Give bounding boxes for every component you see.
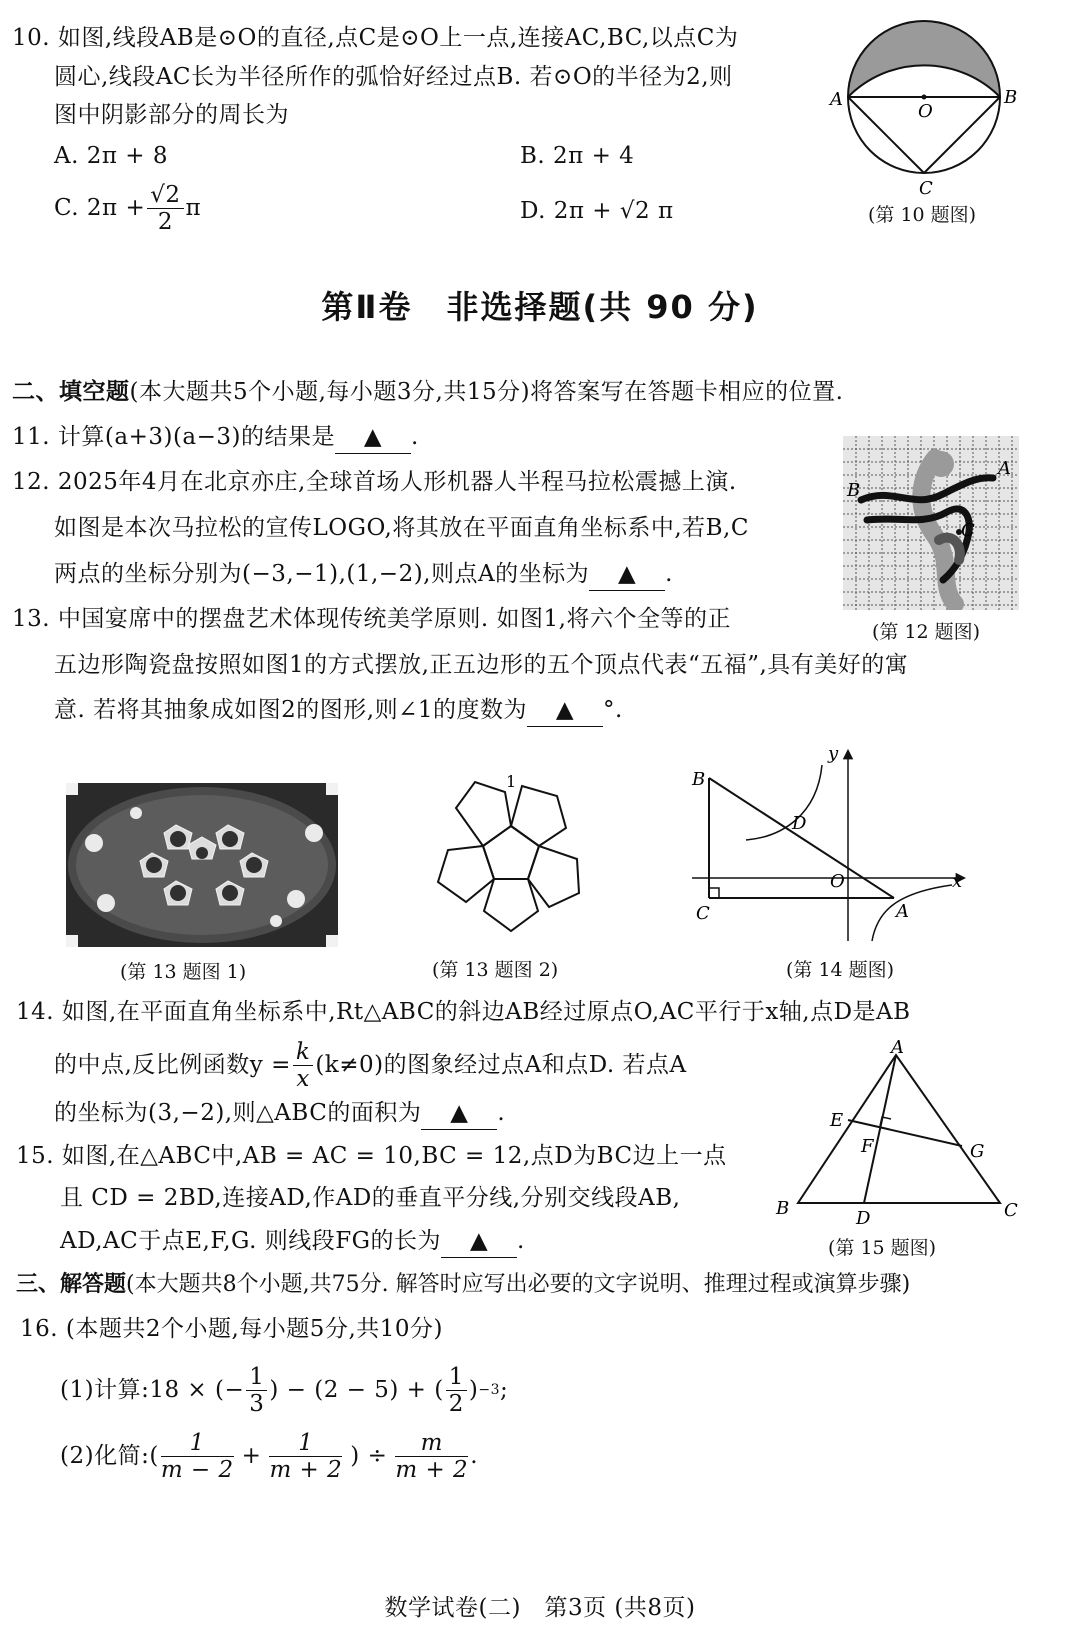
q16-part1-end: ; [499,1377,509,1403]
q14-line1: 14. 如图,在平面直角坐标系中,Rt△ABC的斜边AB经过原点O,AC平行于x轴,点D是AB [16,999,911,1025]
q16-part2-fraction-3 [395,1430,468,1483]
q10-option-b: B. 2π + 4 [520,143,635,169]
q15-prompt: AD,AC于点E,F,G. 则线段FG的长为 [60,1228,442,1254]
q16-part2-numerator-2: 1 [269,1430,342,1457]
q16-part2-end: . [470,1443,478,1469]
q13-end: °. [602,697,623,723]
q13-line2: 五边形陶瓷盘按照如图1的方式摆放,正五边形的五个顶点代表“五福”,具有美好的寓 [54,652,909,678]
q11-prompt: 11. 计算(a+3)(a−3)的结果是 [12,424,336,450]
q16-part1-denominator-1: 3 [249,1390,265,1417]
q16-part2-plus: + [241,1443,262,1469]
q15-figure [772,1040,1024,1230]
q10-line3: 图中阴影部分的周长为 [54,102,289,128]
q14-label-y: y [828,745,839,764]
q12-figure [843,436,1019,610]
fill-header [12,376,843,408]
q16-part2-numerator-1: 1 [161,1430,234,1457]
q11-end: . [411,424,419,450]
q16-part1-exponent: −3 [478,1382,500,1398]
q12-label-b: B [847,480,861,501]
q10-label-o: O [918,101,933,122]
q10-option-d: D. 2π + √2 π [520,198,674,224]
q16-part2-numerator-3: m [395,1430,468,1457]
q14-line2-suffix: (k≠0)的图象经过点A和点D. 若点A [315,1052,687,1078]
q15-label-e: E [830,1110,844,1131]
q10-figure [828,15,1028,205]
q14-label-c: C [696,903,710,924]
q13-figure-2 [418,770,604,950]
q14-fraction [293,1039,313,1092]
q15-label-b: B [776,1198,790,1219]
q14-label-o: O [830,871,845,892]
solve-header-rest: (本大题共8个小题,共75分. 解答时应写出必要的文字说明、推理过程或演算步骤) [126,1272,911,1297]
section2-title: 第Ⅱ卷 非选择题(共 90 分) [321,288,759,326]
q14-answer-blank[interactable]: ▲ [421,1097,497,1130]
q13-figure-1-photo [66,783,338,947]
q15-label-g: G [970,1141,985,1162]
q14-label-d: D [792,813,807,834]
q16-part2 [60,1423,478,1489]
q16-part1: (1)计算:18 × (− $\frac{1}{3}$ ) − (2 − 5) + ( $\frac{1}{2}$ ) −3 ; [60,1363,509,1417]
q16-part2-divide: ) ÷ [350,1443,388,1469]
q14-fraction-denominator: x [296,1065,310,1092]
q11-text [12,421,419,454]
q13-angle-1-label: 1 [506,772,517,791]
q15-triangle [798,1055,1000,1203]
q15-line2: 且 CD = 2BD,连接AD,作AD的垂直平分线,分别交线段AB, [60,1185,681,1211]
solve-header-bold: 三、解答题 [16,1272,127,1297]
q10-label-a: A [830,89,843,110]
q10-line2: 圆心,线段AC长为半径所作的弧恰好经过点B. 若⊙O的半径为2,则 [54,64,733,90]
q10-option-c-suffix: π [185,195,202,221]
q15-answer-blank[interactable]: ▲ [441,1225,517,1258]
q16-part1-fraction-1 [246,1364,267,1417]
q16-part1-numerator-2: 1 [446,1364,467,1391]
q12-label-c: C [961,520,975,541]
q14-hyperbola-upper [746,765,822,840]
q16-part2-fraction-2 [269,1430,342,1483]
q12-line1: 12. 2025年4月在北京亦庄,全球首场人形机器人半程马拉松震撼上演. [12,469,737,495]
q14-line2-prefix: 的中点,反比例函数y = [54,1052,291,1078]
fill-header-bold: 二、填空题 [12,379,130,405]
q10-option-a: A. 2π + 8 [54,143,169,169]
q16-part2-prefix: (2)化简:( [60,1443,159,1469]
q14-label-a: A [896,901,909,922]
q14-label-x: x [952,871,963,892]
q16-part1-middle: ) − (2 − 5) + ( [269,1377,444,1403]
q14-line3 [54,1097,505,1130]
q15-line3 [60,1225,525,1258]
q16-part2-denominator-3: m + 2 [395,1456,469,1483]
q16-part1-numerator-1: 1 [246,1364,267,1391]
q16-head: 16. (本题共2个小题,每小题5分,共10分) [20,1316,443,1342]
q10-option-c-denominator: 2 [157,208,173,235]
page-footer: 数学试卷(二) 第3页 (共8页) [384,1595,696,1621]
q15-label-f: F [861,1136,874,1157]
q14-hyperbola-lower [872,885,952,941]
q14-hypotenuse [709,778,894,898]
q14-label-b: B [692,769,706,790]
q12-label-a: A [998,458,1011,479]
q16-part2-denominator-1: m − 2 [160,1456,234,1483]
q11-answer-blank[interactable]: ▲ [335,421,411,454]
q14-end: . [497,1100,506,1126]
q12-answer-blank[interactable]: ▲ [589,558,665,591]
q16-part1-fraction-2 [446,1364,467,1417]
q12-caption: (第 12 题图) [872,621,981,643]
q13-line1: 13. 中国宴席中的摆盘艺术体现传统美学原则. 如图1,将六个全等的正 [12,606,731,632]
q16-part2-denominator-2: m + 2 [269,1456,343,1483]
q15-end: . [517,1228,525,1254]
solve-header [16,1269,910,1301]
q13-answer-blank[interactable]: ▲ [527,694,603,727]
q13-caption-1: (第 13 题图 1) [120,961,247,983]
q12-line3 [54,558,673,591]
q13-line3 [54,694,623,727]
fill-header-rest: (本大题共5个小题,每小题3分,共15分)将答案写在答题卡相应的位置. [129,379,844,405]
q14-caption: (第 14 题图) [786,959,895,981]
q13-caption-2: (第 13 题图 2) [432,959,559,981]
q10-option-c-numerator: √2 [147,182,183,209]
q12-end: . [665,561,673,587]
q16-part2-fraction-1 [161,1430,234,1483]
q16-part1-denominator-2: 2 [448,1390,464,1417]
q10-option-c-fraction [147,182,183,235]
q13-prompt: 意. 若将其抽象成如图2的图形,则∠1的度数为 [54,697,527,723]
q10-line1: 10. 如图,线段AB是⊙O的直径,点C是⊙O上一点,连接AC,BC,以点C为 [12,25,739,51]
q10-label-c: C [919,178,933,199]
q10-option-c [54,176,201,240]
q15-label-c: C [1004,1200,1018,1221]
q10-option-c-prefix: C. 2π + [54,195,146,221]
q12-prompt: 两点的坐标分别为(−3,−1),(1,−2),则点A的坐标为 [54,561,590,587]
q16-part1-prefix: (1)计算:18 × (− [60,1377,245,1403]
q12-line2: 如图是本次马拉松的宣传LOGO,将其放在平面直角坐标系中,若B,C [54,515,749,541]
q14-line2 [54,1035,687,1095]
q14-fraction-numerator: k [293,1039,313,1066]
q14-prompt: 的坐标为(3,−2),则△ABC的面积为 [54,1100,422,1126]
q15-label-d: D [856,1208,871,1229]
q15-line1: 15. 如图,在△ABC中,AB = AC = 10,BC = 12,点D为BC边上一点 [16,1143,727,1169]
q12-logo-head [928,451,954,477]
q10-label-b: B [1004,87,1018,108]
q10-caption: (第 10 题图) [868,204,977,226]
q14-figure [682,745,978,950]
q15-label-a: A [891,1040,904,1058]
q15-caption: (第 15 题图) [828,1237,937,1259]
